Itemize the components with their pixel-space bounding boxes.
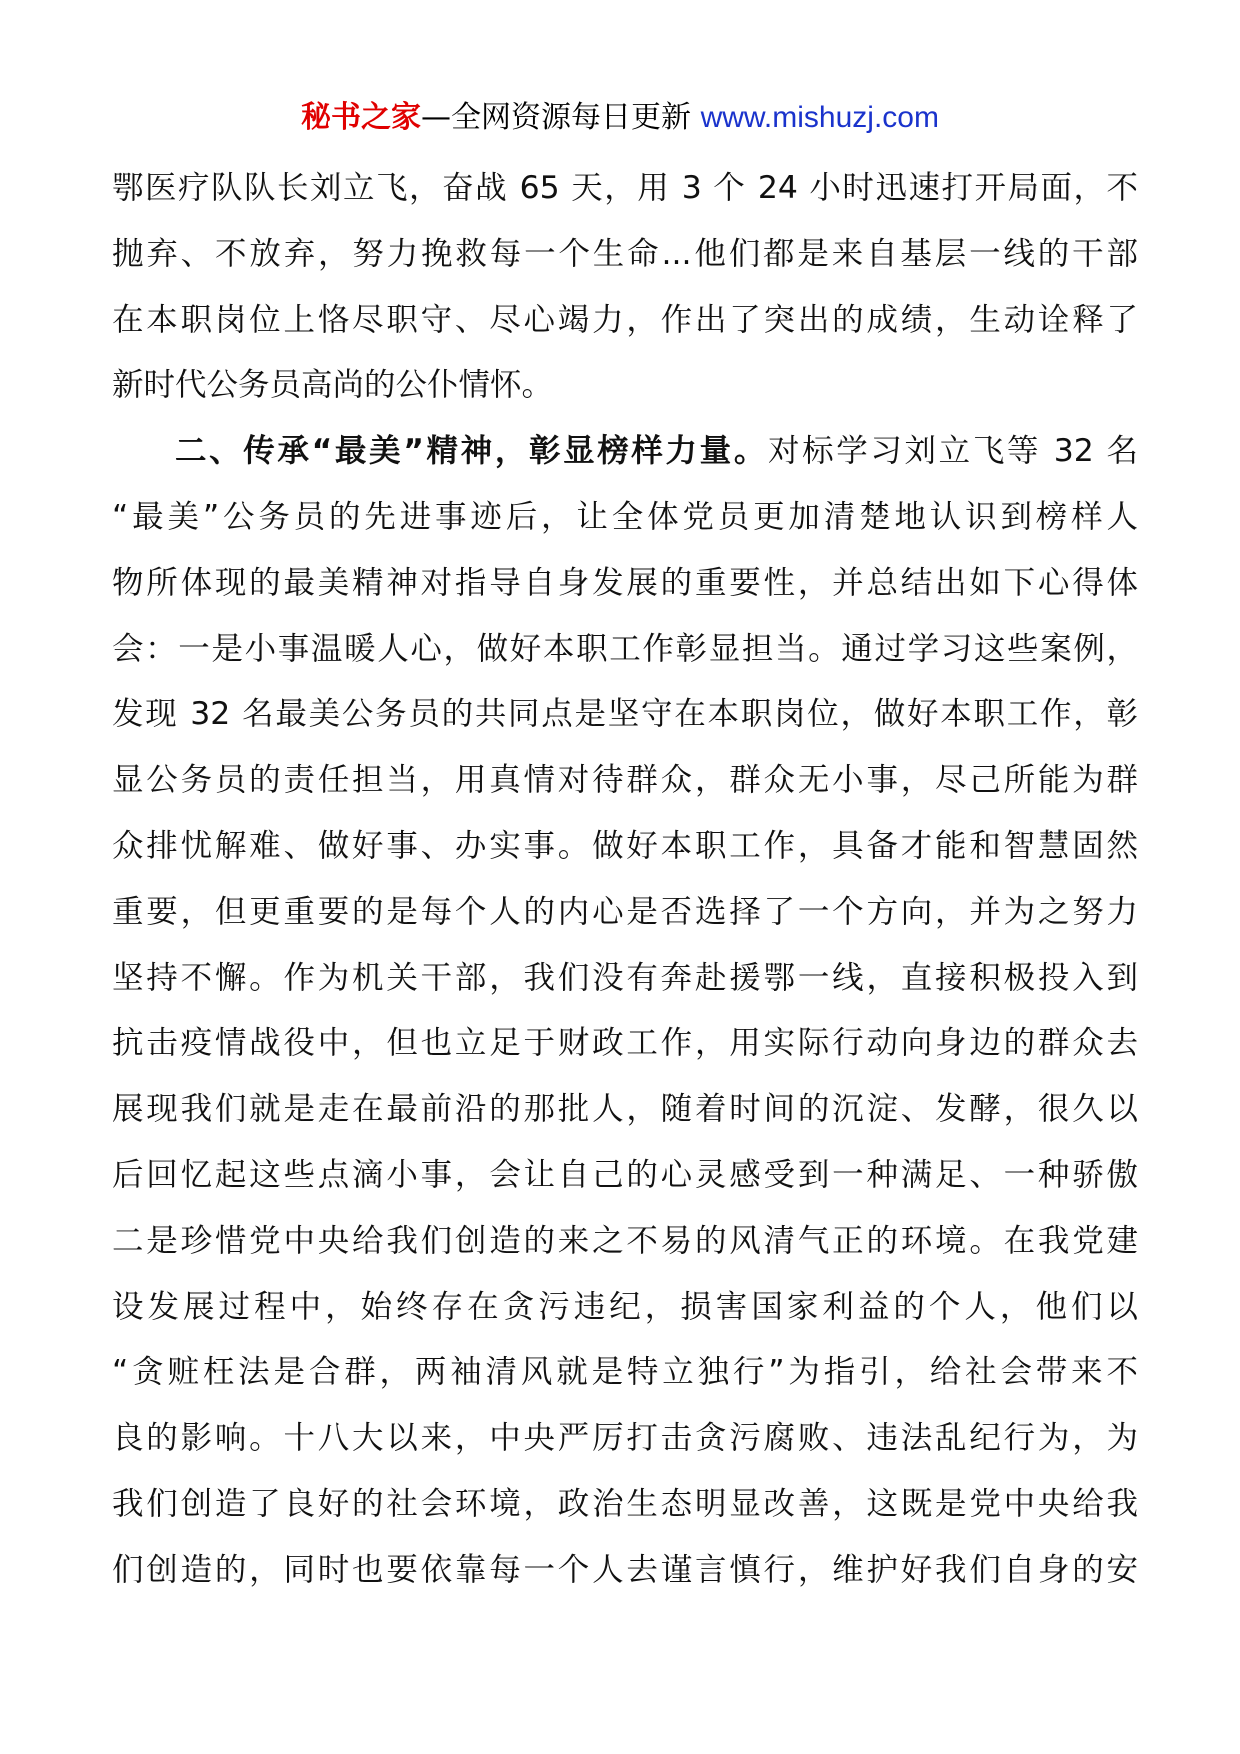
paragraph-2-first-line	[112, 419, 1138, 485]
text-line: 众排忧解难、做好事、办实事。做好本职工作，具备才能和智慧固然	[112, 827, 1138, 864]
header-url-link[interactable]: www.mishuzj.com	[700, 101, 939, 134]
text-line: 显公务员的责任担当，用真情对待群众，群众无小事，尽己所能为群	[112, 762, 1138, 799]
text-line: 良的影响。十八大以来，中央严厉打击贪污腐败、违法乱纪行为，为	[112, 1420, 1138, 1457]
text-line: 抛弃、不放弃，努力挽救每一个生命...他们都是来自基层一线的干部	[112, 235, 1138, 272]
text-line: 二是珍惜党中央给我们创造的来之不易的风清气正的环境。在我党建	[112, 1222, 1138, 1259]
section-heading: 二、传承“最美”精神，彰显榜样力量。	[175, 433, 768, 470]
text-line: 物所体现的最美精神对指导自身发展的重要性，并总结出如下心得体	[112, 564, 1138, 601]
text-line: 新时代公务员高尚的公仆情怀。	[112, 367, 554, 404]
document-body	[112, 156, 1138, 1604]
text-line: 重要，但更重要的是每个人的内心是否选择了一个方向，并为之努力	[112, 893, 1138, 930]
header-tagline: —全网资源每日更新	[421, 100, 701, 135]
text-line: “贪赃枉法是合群，两袖清风就是特立独行”为指引，给社会带来不	[112, 1354, 1138, 1391]
text-line: 发现 32 名最美公务员的共同点是坚守在本职岗位，做好本职工作，彰	[112, 696, 1138, 733]
paragraph-2	[112, 419, 1138, 1603]
text-line: 在本职岗位上恪尽职守、尽心竭力，作出了突出的成绩，生动诠释了	[112, 301, 1138, 338]
text-line: 设发展过程中，始终存在贪污违纪，损害国家利益的个人，他们以	[112, 1288, 1138, 1325]
text-line: “最美”公务员的先进事迹后，让全体党员更加清楚地认识到榜样人	[112, 498, 1138, 535]
text-line: 坚持不懈。作为机关干部，我们没有奔赴援鄂一线，直接积极投入到	[112, 959, 1138, 996]
text-line: 们创造的，同时也要依靠每一个人去谨言慎行，维护好我们自身的安	[112, 1551, 1138, 1588]
text-span: 对标学习刘立飞等 32 名	[767, 433, 1138, 470]
text-line: 鄂医疗队队长刘立飞，奋战 65 天，用 3 个 24 小时迅速打开局面，不	[112, 170, 1138, 206]
text-line: 抗击疫情战役中，但也立足于财政工作，用实际行动向身边的群众去	[112, 1025, 1138, 1062]
text-line: 后回忆起这些点滴小事，会让自己的心灵感受到一种满足、一种骄傲	[112, 1156, 1138, 1193]
header-brand: 秘书之家	[301, 100, 422, 135]
text-line: 我们创造了良好的社会环境，政治生态明显改善，这既是党中央给我	[112, 1485, 1138, 1522]
text-line: 展现我们就是走在最前沿的那批人，随着时间的沉淀、发酵，很久以	[112, 1091, 1138, 1128]
text-line: 会：一是小事温暖人心，做好本职工作彰显担当。通过学习这些案例，	[112, 630, 1138, 667]
page-header	[0, 98, 1240, 138]
paragraph-1	[112, 156, 1138, 419]
